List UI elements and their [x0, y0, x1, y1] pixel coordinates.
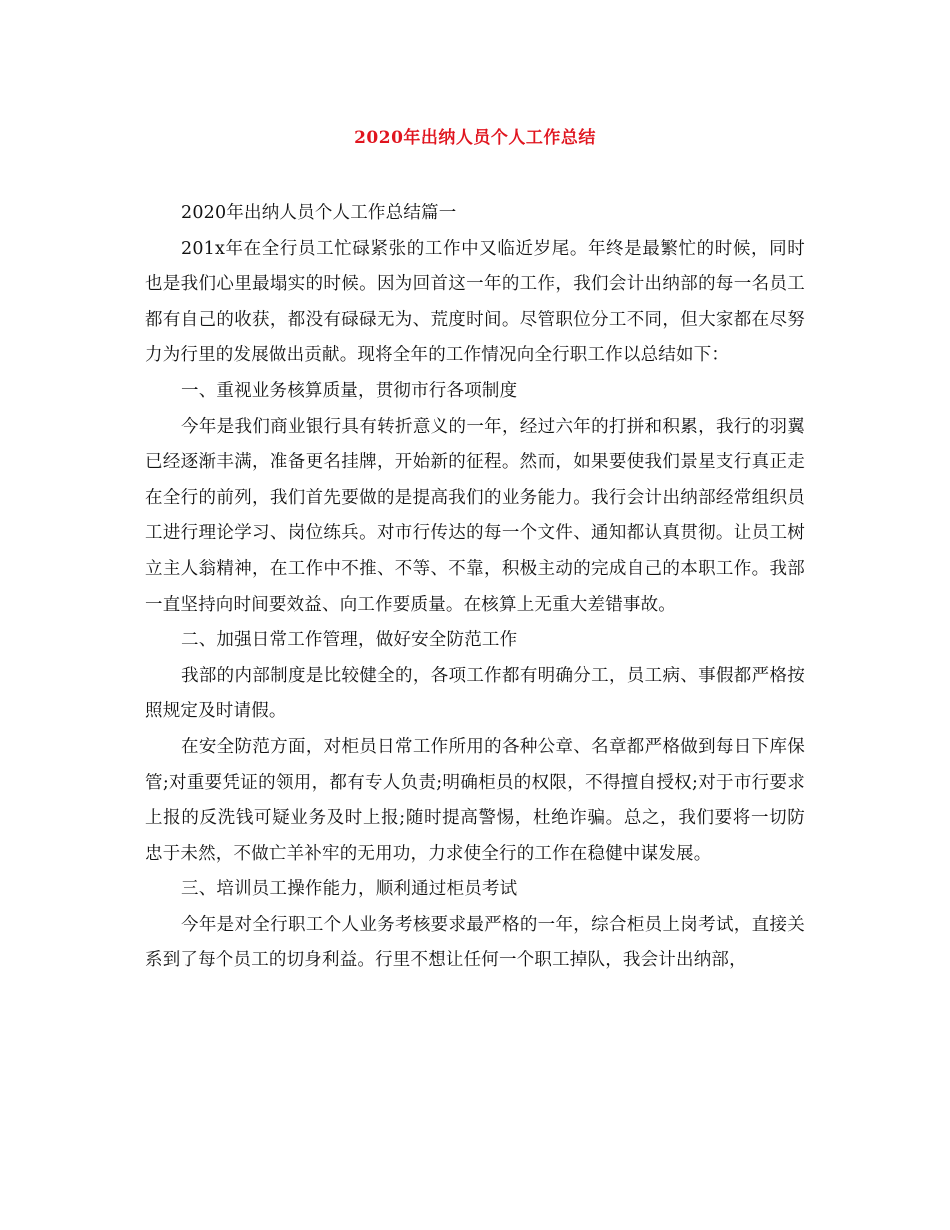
intro-paragraph: 201x年在全行员工忙碌紧张的工作中又临近岁尾。年终是最繁忙的时候，同时也是我们心里最塌实的时候。因为回首这一年的工作，我们会计出纳部的每一名员工都有自己的收获，都没有碌碌无为、荒度时间。尽管职位分工不同，但大家都在尽努力为行里的发展做出贡献。现将全年的工作情况向全行职工作以总结如下：: [145, 238, 805, 366]
body-paragraph: 今年是我们商业银行具有转折意义的一年，经过六年的打拼和积累，我行的羽翼已经逐渐丰满，准备更名挂牌，开始新的征程。然而，如果要使我们景星支行真正走在全行的前列，我们首先要做的是提高我们的业务能力。我行会计出纳部经常组织员工进行理论学习、岗位练兵。对市行传达的每一个文件、通知都认真贯彻。让员工树立主人翁精神，在工作中不推、不等、不靠，积极主动的完成自己的本职工作。我部一直坚持向时间要效益、向工作要质量。在核算上无重大差错事故。: [145, 416, 805, 615]
section-heading-part-one: 2020年出纳人员个人工作总结篇一: [181, 203, 457, 223]
body-paragraph: 我部的内部制度是比较健全的，各项工作都有明确分工，员工病、事假都严格按照规定及时请假。: [145, 665, 805, 722]
document-title: 2020年出纳人员个人工作总结: [354, 128, 596, 148]
body-paragraph: 在安全防范方面，对柜员日常工作所用的各种公章、名章都严格做到每日下库保管;对重要凭证的领用，都有专人负责;明确柜员的权限，不得擅自授权;对于市行要求上报的反洗钱可疑业务及时上报;随时提高警惕，杜绝诈骗。总之，我们要将一切防忠于未然，不做亡羊补牢的无用功，力求使全行的工作在稳健中谋发展。: [145, 736, 805, 864]
body-paragraph: 今年是对全行职工个人业务考核要求最严格的一年，综合柜员上岗考试，直接关系到了每个员工的切身利益。行里不想让任何一个职工掉队，我会计出纳部，: [145, 914, 805, 971]
section-heading-1: 一、重视业务核算质量，贯彻市行各项制度: [181, 380, 518, 401]
document-body: [145, 196, 805, 979]
section-heading-3: 三、培训员工操作能力，顺利通过柜员考试: [181, 879, 518, 900]
section-heading-2: 二、加强日常工作管理，做好安全防范工作: [181, 630, 518, 651]
